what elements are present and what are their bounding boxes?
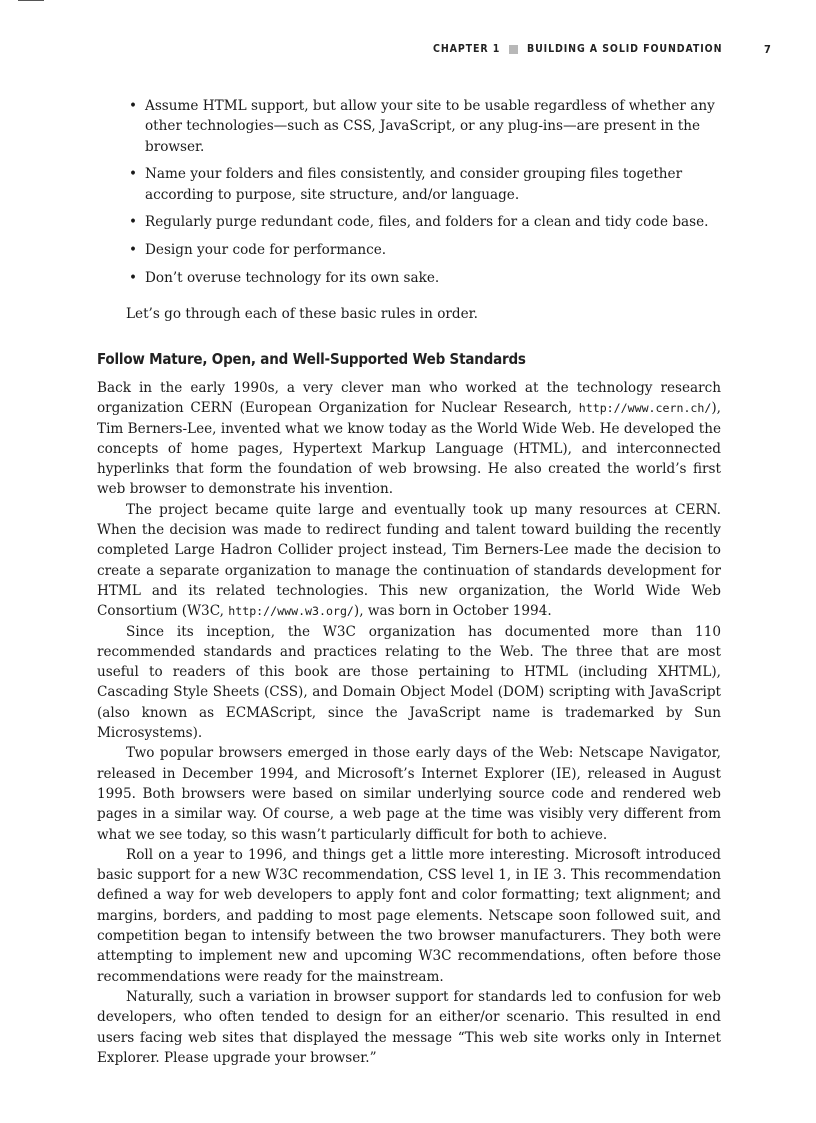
paragraph: Roll on a year to 1996, and things get a little more interesting. Microsoft introduced basic support for a new W3C recommendation, CSS level 1, in IE 3. This recommendation defined a way for web developers to apply font and color formatting; text alignment; and margins, borders, and padding to most page elements. Netscape soon followed suit, and competition began to intensify between the two browser manufacturers. They both were attempting to implement new and upcoming W3C recommendations, often before those recommendations were ready for the mainstream. [97,846,721,985]
body-text [97,378,721,1068]
paragraph-text: Back in the early 1990s, a very clever man who worked at the technology research organization CERN (European Organization for Nuclear Research, [97,380,721,417]
paragraph: Naturally, such a variation in browser support for standards led to confusion for web developers, who often tended to design for an either/or scenario. This resulted in end users facing web sites that displayed the message “This web site works only in Internet Explorer. Please upgrade your browser.” [97,988,721,1066]
paragraph [97,378,721,500]
w3c-url: http://www.w3.org/ [228,604,354,619]
running-head-title: BUILDING A SOLID FOUNDATION [527,43,723,55]
bullet-text: Design your code for performance. [145,242,387,259]
bullet-icon: • [129,214,138,231]
bullet-item [0,240,720,260]
cern-url: http://www.cern.ch/ [578,401,712,416]
bullet-icon: • [129,242,138,259]
paragraph: Since its inception, the W3C organization has documented more than 110 recommended standards and practices relating to the Web. The three that are most useful to readers of this book are those pertaining to HTML (including XHTML), Cascading Style Sheets (CSS), and Domain Object Model (DOM) scripting with JavaScript (also known as ECMAScript, since the JavaScript name is trademarked by Sun Microsystems). [97,623,721,742]
square-separator-icon [509,45,518,54]
bullet-text: Regularly purge redundant code, files, and folders for a clean and tidy code base. [145,214,709,231]
paragraph-text: The project became quite large and eventually took up many resources at CERN. When the decision was made to redirect funding and talent toward building the recently completed Large Hadron Collider project instead, Tim Berners-Lee made the decision to create a separate organization to manage the continuation of standards development for HTML and its related technologies. This new organization, the World Wide Web Consortium (W3C, [97,501,721,620]
bullet-text: Don’t overuse technology for its own sake. [145,270,440,287]
running-head-chapter: CHAPTER 1 [433,43,501,55]
paragraph-text: ), was born in October 1994. [353,603,552,620]
paragraph-text: ), Tim Berners-Lee, invented what we know today as the World Wide Web. He developed the concepts of home pages, Hypertext Markup Language (HTML), and interconnected hyperlinks that form the foundation of web browsing. He also created the world’s first web browser to demonstrate his invention. [97,400,721,498]
bullet-text: Name your folders and files consistently, and consider grouping files together according to purpose, site structure, and/or language. [145,166,683,203]
bullet-item [0,164,720,205]
section-heading: Follow Mature, Open, and Well-Supported Web Standards [97,350,526,368]
bullet-item [0,268,720,288]
bullet-icon: • [129,270,138,287]
intro-paragraph: Let’s go through each of these basic rules in order. [126,306,478,322]
page-number: 7 [764,43,771,56]
paragraph [97,500,721,622]
bullet-item [0,212,720,232]
running-head [0,42,816,58]
bullet-icon: • [129,98,138,114]
bullet-list [0,96,816,296]
bullet-icon: • [129,166,138,183]
bullet-text: Assume HTML support, but allow your site to be usable regardless of whether any other technologies—such as CSS, JavaScript, or any plug-ins—are present in the browser. [145,98,715,155]
paragraph: Two popular browsers emerged in those early days of the Web: Netscape Navigator, released in December 1994, and Microsoft’s Internet Explorer (IE), released in August 1995. Both browsers were based on similar underlying source code and rendered web pages in a similar way. Of course, a web page at the time was visibly very different from what we see today, so this wasn’t particularly difficult for both to achieve. [97,745,721,843]
bullet-item [0,96,720,157]
crop-mark [18,0,44,1]
